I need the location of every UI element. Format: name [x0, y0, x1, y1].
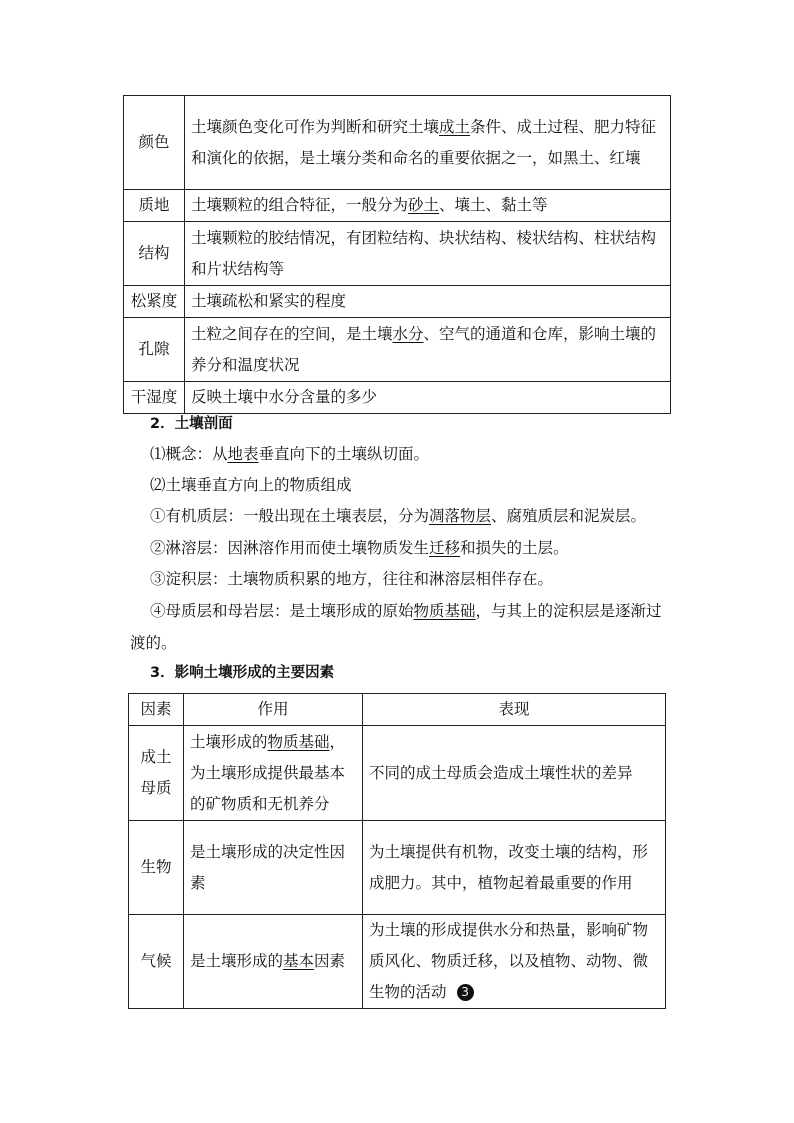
col-header: 因素 [129, 694, 184, 726]
table-row [129, 726, 666, 821]
col-header: 表现 [363, 694, 666, 726]
table-row [124, 96, 671, 190]
property-name: 孔隙 [124, 318, 185, 382]
soil-properties-table [123, 95, 671, 414]
concept-line: ⑴概念：从地表垂直向下的土壤纵切面。 [150, 445, 430, 463]
property-desc: 土壤颜色变化可作为判断和研究土壤成土条件、成土过程、肥力特征和演化的依据，是土壤分类和命名的重要依据之一，如黑土、红壤 [185, 96, 671, 190]
property-name: 结构 [124, 222, 185, 286]
property-name: 松紧度 [124, 286, 185, 318]
table-row [129, 915, 666, 1009]
factor-effect: 为土壤提供有机物，改变土壤的结构，形成肥力。其中，植物起着最重要的作用 [363, 821, 666, 915]
section3-heading: 3．影响土壤形成的主要因素 [150, 665, 335, 681]
property-name: 颜色 [124, 96, 185, 190]
layer-illuvial: ③淀积层：土壤物质积累的地方，往往和淋溶层相伴存在。 [150, 570, 554, 588]
property-desc: 土壤颗粒的组合特征，一般分为砂土、壤土、黏土等 [185, 190, 671, 222]
property-name: 干湿度 [124, 382, 185, 414]
number-badge-icon: 3 [457, 984, 474, 1001]
composition-line: ⑵土壤垂直方向上的物质组成 [150, 476, 352, 494]
property-desc: 土壤疏松和紧实的程度 [185, 286, 671, 318]
section2-heading: 2．土壤剖面 [150, 416, 233, 432]
factor-effect: 为土壤的形成提供水分和热量，影响矿物质风化、物质迁移，以及植物、动物、微生物的活动 3 [363, 915, 666, 1009]
factor-role: 是土壤形成的决定性因素 [184, 821, 363, 915]
property-desc: 土壤颗粒的胶结情况，有团粒结构、块状结构、棱状结构、柱状结构和片状结构等 [185, 222, 671, 286]
layer-parent: ④母质层和母岩层：是土壤形成的原始物质基础，与其上的淀积层是逐渐过渡的。 [130, 602, 662, 652]
table-row [124, 286, 671, 318]
layer-organic: ①有机质层：一般出现在土壤表层，分为凋落物层、腐殖质层和泥炭层。 [150, 507, 647, 525]
soil-factors-table [128, 693, 666, 1009]
property-desc: 反映土壤中水分含量的多少 [185, 382, 671, 414]
table-row [124, 222, 671, 286]
factor-name: 生物 [129, 821, 184, 915]
table-row [124, 318, 671, 382]
col-header: 作用 [184, 694, 363, 726]
factor-name: 成土母质 [129, 726, 184, 821]
property-name: 质地 [124, 190, 185, 222]
table-header [129, 694, 666, 726]
factor-role: 是土壤形成的基本因素 [184, 915, 363, 1009]
factor-name: 气候 [129, 915, 184, 1009]
layer-eluvial: ②淋溶层：因淋溶作用而使土壤物质发生迁移和损失的土层。 [150, 539, 569, 557]
table-row [124, 190, 671, 222]
factor-effect: 不同的成土母质会造成土壤性状的差异 [363, 726, 666, 821]
property-desc: 土粒之间存在的空间，是土壤水分、空气的通道和仓库，影响土壤的养分和温度状况 [185, 318, 671, 382]
table-row [129, 821, 666, 915]
factor-role: 土壤形成的物质基础，为土壤形成提供最基本的矿物质和无机养分 [184, 726, 363, 821]
